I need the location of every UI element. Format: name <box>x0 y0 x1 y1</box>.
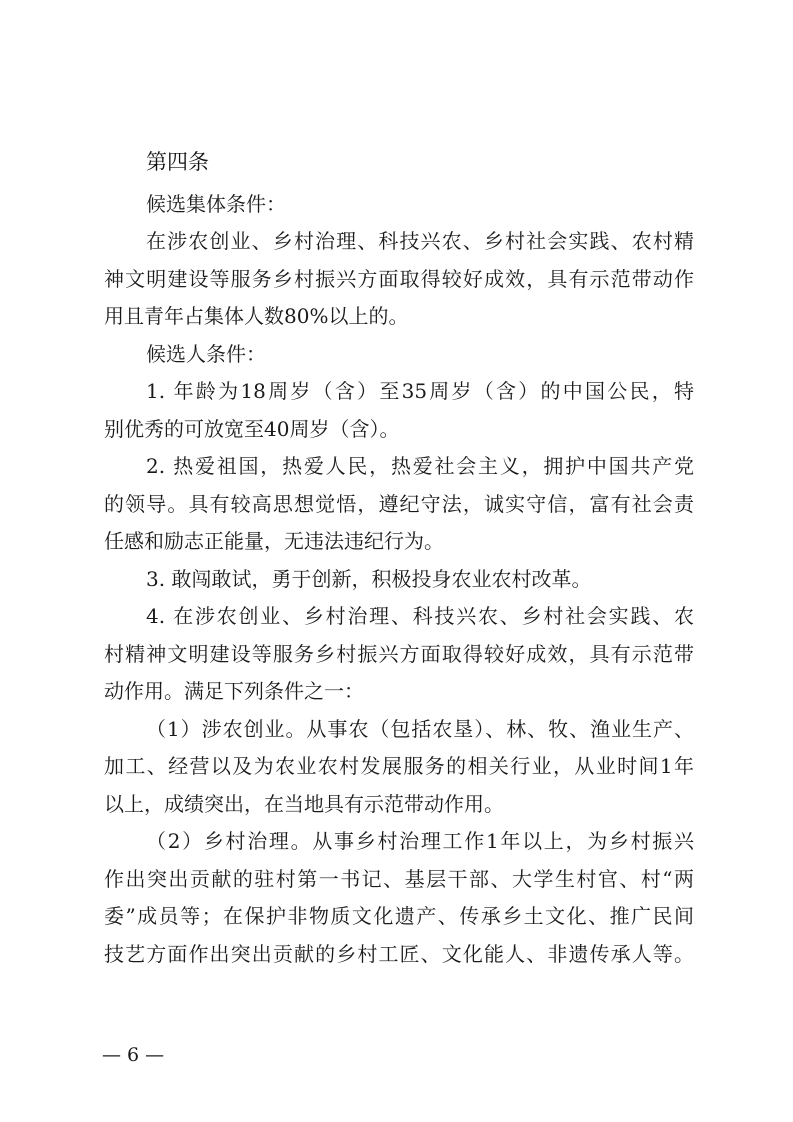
collective-conditions-line: 神文明建设等服务乡村振兴方面取得较好成效，具有示范带动作 <box>104 267 694 291</box>
collective-conditions-line: 在涉农创业、乡村治理、科技兴农、乡村社会实践、农村精 <box>146 229 694 253</box>
sub-condition-1-line: （1）涉农创业。从事农（包括农垦）、林、牧、渔业生产、 <box>146 717 694 741</box>
sub-condition-1-line: 加工、经营以及为农业农村发展服务的相关行业，从业时间1年 <box>104 754 694 778</box>
condition-item-3-line: 3. 敢闯敢试，勇于创新，积极投身农业农村改革。 <box>146 567 592 591</box>
article-heading: 第四条 <box>146 150 209 174</box>
sub-condition-2-line: 技艺方面作出突出贡献的乡村工匠、文化能人、非遗传承人等。 <box>104 942 694 966</box>
sub-condition-2-line: 作出突出贡献的驻村第一书记、基层干部、大学生村官、村“两 <box>104 867 694 891</box>
sub-condition-1-line: 以上，成绩突出，在当地具有示范带动作用。 <box>104 792 504 816</box>
page-number: — 6 — <box>102 1044 165 1066</box>
collective-conditions-line: 用且青年占集体人数80%以上的。 <box>104 304 409 328</box>
condition-item-2-line: 任感和励志正能量，无违法违纪行为。 <box>104 529 444 553</box>
condition-item-4-line: 村精神文明建设等服务乡村振兴方面取得较好成效，具有示范带 <box>104 642 694 666</box>
individual-conditions-label: 候选人条件： <box>146 342 266 366</box>
condition-item-1-line: 别优秀的可放宽至40周岁（含）。 <box>104 417 400 441</box>
condition-item-1-line: 1. 年龄为18周岁（含）至35周岁（含）的中国公民，特 <box>146 379 694 403</box>
condition-item-4-line: 4. 在涉农创业、乡村治理、科技兴农、乡村社会实践、农 <box>146 604 694 628</box>
collective-conditions-label: 候选集体条件： <box>146 192 286 216</box>
sub-condition-2-line: （2）乡村治理。从事乡村治理工作1年以上，为乡村振兴 <box>146 829 694 853</box>
condition-item-4-line: 动作用。满足下列条件之一： <box>104 679 364 703</box>
condition-item-2-line: 的领导。具有较高思想觉悟，遵纪守法，诚实守信，富有社会责 <box>104 492 694 516</box>
sub-condition-2-line: 委”成员等；在保护非物质文化遗产、传承乡土文化、推广民间 <box>104 904 694 928</box>
condition-item-2-line: 2. 热爱祖国，热爱人民，热爱社会主义，拥护中国共产党 <box>146 454 694 478</box>
